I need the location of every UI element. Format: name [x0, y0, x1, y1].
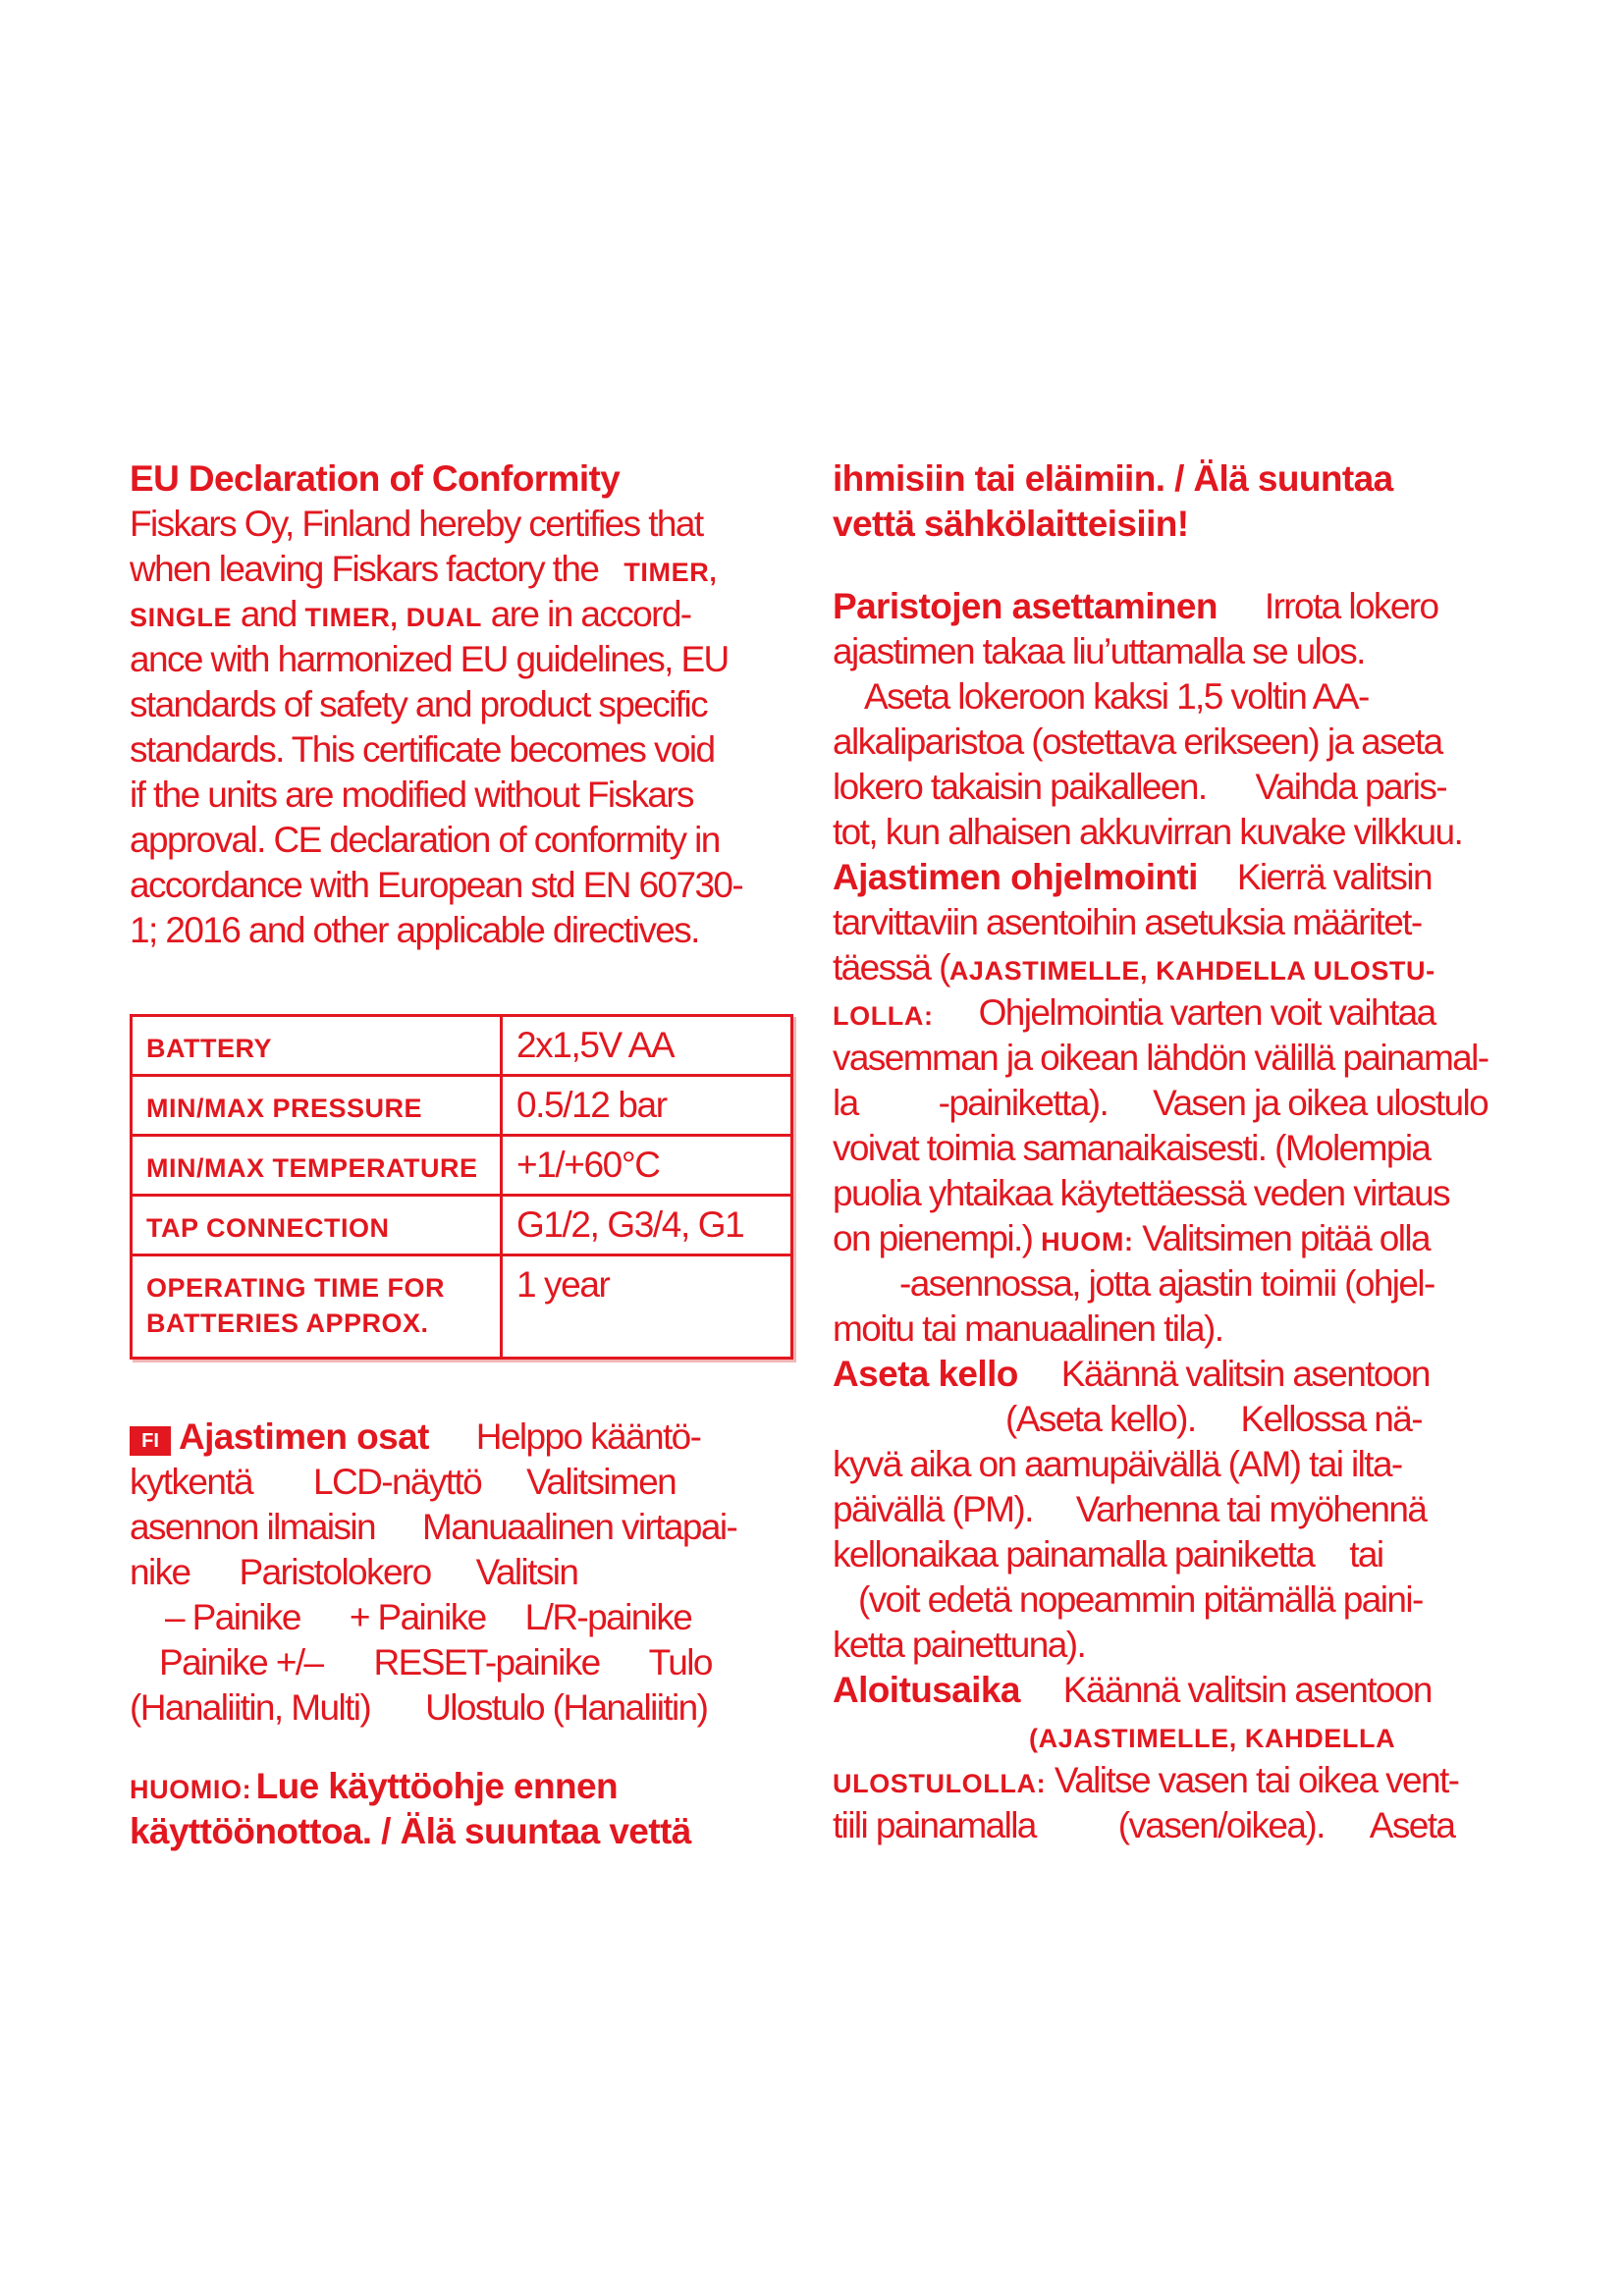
text-line: standards. This certificate becomes void — [130, 729, 715, 770]
text-line: ketta painettuna). — [833, 1625, 1086, 1665]
warning-note — [130, 1764, 797, 1854]
table-row — [132, 1076, 792, 1136]
text-line: kytkentä LCD-näyttö Valitsimen — [130, 1462, 677, 1502]
text-line: vettä sähkölaitteisiin! — [833, 504, 1189, 544]
product-name-timer-dual: TIMER, DUAL — [304, 603, 483, 632]
text-line: ihmisiin tai eläimiin. / Älä suuntaa — [833, 458, 1393, 499]
spec-key: MIN/MAX PRESSURE — [132, 1076, 502, 1136]
start-time-title: Aloitusaika — [833, 1670, 1020, 1710]
text-line: tarvittaviin asentoihin asetuksia määritet- — [833, 902, 1422, 942]
spec-key: TAP CONNECTION — [132, 1196, 502, 1255]
text-line: approval. CE declaration of conformity in — [130, 820, 720, 860]
set-clock-title: Aseta kello — [833, 1354, 1018, 1394]
programming-title: Ajastimen ohjelmointi — [833, 857, 1198, 897]
text-line: lokero takaisin paikalleen. Vaihda paris- — [833, 767, 1446, 807]
specifications-table — [130, 1014, 793, 1360]
text-line: tiili painamalla (vasen/oikea). Aseta — [833, 1805, 1455, 1845]
table-row — [132, 1255, 792, 1359]
text-line: (Aseta kello). Kellossa nä- — [1005, 1399, 1422, 1439]
text-line: moitu tai manuaalinen tila). — [833, 1308, 1223, 1349]
text-line: voivat toimia samanaikaisesti. (Molempia — [833, 1128, 1431, 1168]
note-label: HUOMIO: — [130, 1775, 252, 1804]
text-line: 1; 2016 and other applicable directives. — [130, 910, 699, 950]
right-column — [833, 456, 1510, 1848]
text-line: – Painike + Painike L/R-painike — [165, 1597, 692, 1637]
text-line: käyttöönottoa. / Älä suuntaa vettä — [130, 1811, 691, 1851]
spec-key: OPERATING TIME FOR BATTERIES APPROX. — [132, 1255, 502, 1359]
text-line: kyvä aika on aamupäivällä (AM) tai ilta- — [833, 1444, 1402, 1484]
left-column — [130, 456, 797, 1854]
text-line: vasemman ja oikean lähdön välillä painamal- — [833, 1038, 1489, 1078]
table-row — [132, 1196, 792, 1255]
text-line: (voit edetä nopeammin pitämällä paini- — [858, 1579, 1423, 1620]
text-line: FI Ajastimen osat Helppo kääntö- — [130, 1415, 797, 1460]
text-line: kellonaikaa painamalla painiketta tai — [833, 1534, 1383, 1575]
table-row — [132, 1136, 792, 1196]
text-line: päivällä (PM). Varhenna tai myöhennä — [833, 1489, 1427, 1529]
battery-section — [833, 584, 1510, 855]
start-time-section — [833, 1668, 1510, 1848]
text-line: täessä (AJASTIMELLE, KAHDELLA ULOSTU- — [833, 947, 1435, 988]
text-line: standards of safety and product specific — [130, 684, 707, 724]
text-line: asennon ilmaisin Manuaalinen virtapai- — [130, 1507, 737, 1547]
spec-value: 1 year — [502, 1255, 792, 1359]
text-line: Paristojen asettaminen Irrota lokero — [833, 586, 1438, 626]
text-line: -asennossa, jotta ajastin toimii (ohjel- — [899, 1263, 1435, 1304]
spec-value: +1/+60°C — [502, 1136, 792, 1196]
text-line: tot, kun alhaisen akkuvirran kuvake vilkkuu. — [833, 812, 1463, 852]
text-line: la -painiketta). Vasen ja oikea ulostulo — [833, 1083, 1489, 1123]
product-name-timer: TIMER, — [623, 558, 718, 587]
text-line: (AJASTIMELLE, KAHDELLA — [1029, 1724, 1396, 1753]
text-line: when leaving Fiskars factory the TIMER, — [130, 549, 718, 589]
spec-key: MIN/MAX TEMPERATURE — [132, 1136, 502, 1196]
text-line: ance with harmonized EU guidelines, EU — [130, 639, 729, 679]
text-line: SINGLE and TIMER, DUAL are in accord- — [130, 594, 691, 634]
text-line: Aseta kello Käännä valitsin asentoon — [833, 1354, 1430, 1394]
text-line: (Hanaliitin, Multi) Ulostulo (Hanaliitin) — [130, 1687, 708, 1728]
text-line: alkaliparistoa (ostettava erikseen) ja aseta — [833, 721, 1442, 762]
text-line: LOLLA: Ohjelmointia varten voit vaihtaa — [833, 992, 1435, 1033]
spec-key: BATTERY — [132, 1016, 502, 1076]
spec-value: G1/2, G3/4, G1 — [502, 1196, 792, 1255]
text-line: on pienempi.) HUOM: Valitsimen pitää olla — [833, 1218, 1430, 1258]
table-row — [132, 1016, 792, 1076]
finnish-flag-icon: FI — [130, 1426, 171, 1456]
programming-section — [833, 855, 1510, 1352]
text-line: puolia yhtaikaa käytettäessä veden virtaus — [833, 1173, 1449, 1213]
text-line: ajastimen takaa liu’uttamalla se ulos. — [833, 631, 1365, 671]
warning-continued — [833, 456, 1510, 547]
battery-title: Paristojen asettaminen — [833, 586, 1218, 626]
spec-value: 2x1,5V AA — [502, 1016, 792, 1076]
text-line: Fiskars Oy, Finland hereby certifies that — [130, 504, 703, 544]
eu-declaration-title: EU Declaration of Conformity — [130, 458, 621, 499]
text-line: nike Paristolokero Valitsin — [130, 1552, 578, 1592]
text-line: Painike +/– RESET-painike Tulo — [159, 1642, 712, 1682]
text-line: HUOMIO: Lue käyttöohje ennen — [130, 1766, 618, 1806]
timer-parts-section — [130, 1415, 797, 1731]
eu-declaration-text — [130, 502, 797, 953]
spec-value: 0.5/12 bar — [502, 1076, 792, 1136]
text-line: ULOSTULOLLA: Valitse vasen tai oikea vent- — [833, 1760, 1459, 1800]
text-line: accordance with European std EN 60730- — [130, 865, 743, 905]
timer-parts-title: Ajastimen osat — [179, 1416, 429, 1457]
set-clock-section — [833, 1352, 1510, 1668]
product-name-single: SINGLE — [130, 603, 233, 632]
text-line: Aseta lokeroon kaksi 1,5 voltin AA- — [864, 676, 1369, 717]
text-line: Aloitusaika Käännä valitsin asentoon — [833, 1670, 1432, 1710]
text-line: if the units are modified without Fiskars — [130, 774, 693, 815]
text-line: Ajastimen ohjelmointi Kierrä valitsin — [833, 857, 1432, 897]
